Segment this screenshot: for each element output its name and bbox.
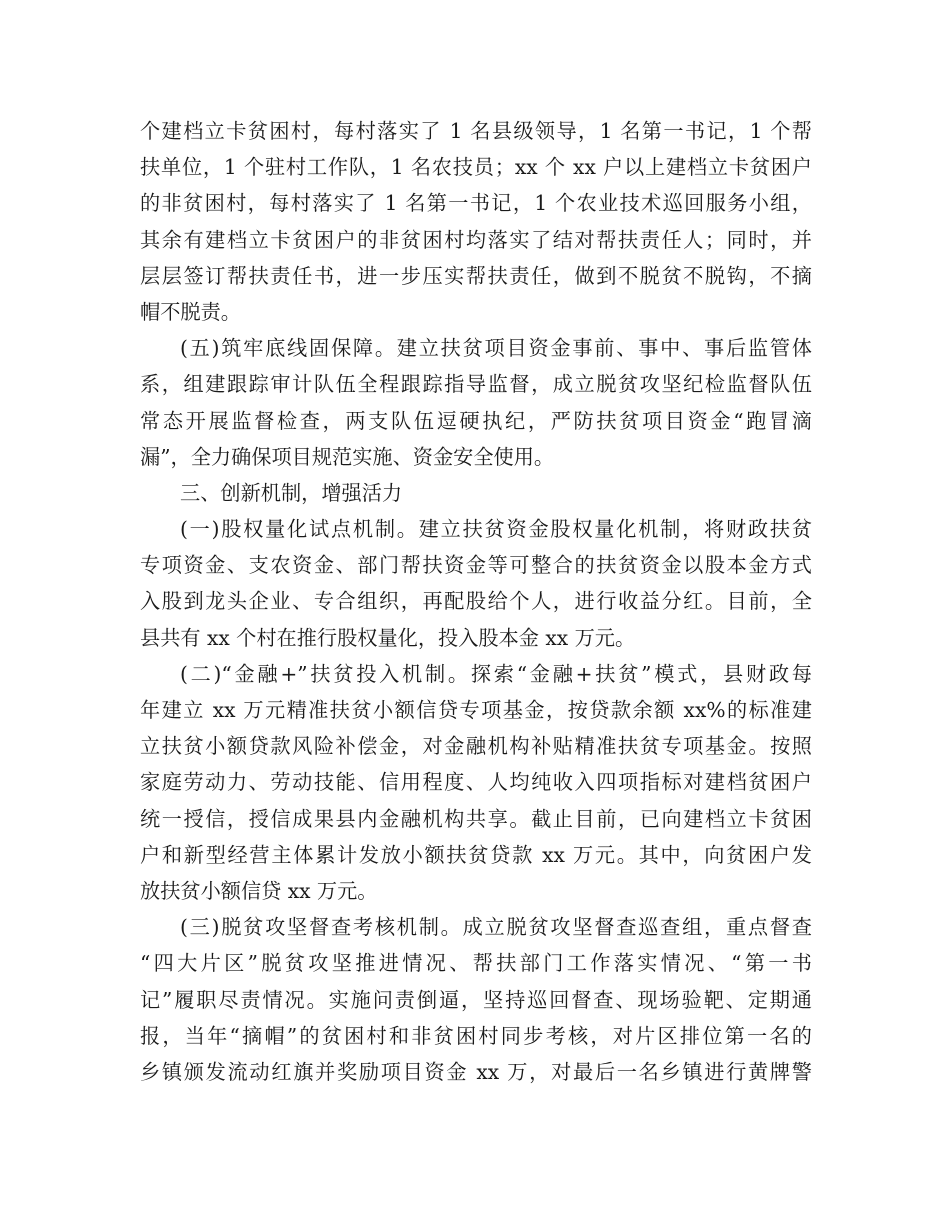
text-line: 扶单位，1 个驻村工作队，1 名农技员；xx 个 xx 户以上建档立卡贫困户 xyxy=(140,155,812,180)
section-heading: 三、创新机制，增强活力 xyxy=(180,480,403,505)
text-line: 系，组建跟踪审计队伍全程跟踪指导监督，成立脱贫攻坚纪检监督队伍 xyxy=(140,372,812,397)
paragraph-first-line: (一)股权量化试点机制。建立扶贫资金股权量化机制，将财政扶贫 xyxy=(180,517,812,542)
document-body xyxy=(140,113,812,1090)
text-line: 帽不脱责。 xyxy=(140,299,241,324)
text-line: 其余有建档立卡贫困户的非贫困村均落实了结对帮扶责任人；同时，并 xyxy=(140,227,812,252)
text-line: 乡镇颁发流动红旗并奖励项目资金 xx 万，对最后一名乡镇进行黄牌警 xyxy=(140,1059,812,1084)
text-line: 记”履职尽责情况。实施问责倒逼，坚持巡回督查、现场验靶、定期通 xyxy=(140,987,812,1012)
text-line: 个建档立卡贫困村，每村落实了 1 名县级领导，1 名第一书记，1 个帮 xyxy=(140,119,812,143)
text-line: 漏”，全力确保项目规范实施、资金安全使用。 xyxy=(140,444,555,469)
text-line: 家庭劳动力、劳动技能、信用程度、人均纯收入四项指标对建档贫困户 xyxy=(140,770,812,795)
text-line: 县共有 xx 个村在推行股权量化，投入股本金 xx 万元。 xyxy=(140,625,636,650)
text-line: 层层签订帮扶责任书，进一步压实帮扶责任，做到不脱贫不脱钩，不摘 xyxy=(140,263,812,288)
text-line: 放扶贫小额信贷 xx 万元。 xyxy=(140,878,378,903)
text-line: 报，当年“摘帽”的贫困村和非贫困村同步考核，对片区排位第一名的 xyxy=(140,1023,812,1048)
text-line: “四大片区”脱贫攻坚推进情况、帮扶部门工作落实情况、“第一书 xyxy=(140,951,812,976)
paragraph-first-line: (三)脱贫攻坚督查考核机制。成立脱贫攻坚督查巡查组，重点督查 xyxy=(180,915,812,940)
text-line: 户和新型经营主体累计发放小额扶贫贷款 xx 万元。其中，向贫困户发 xyxy=(140,842,812,867)
text-line: 专项资金、支农资金、部门帮扶资金等可整合的扶贫资金以股本金方式 xyxy=(140,553,812,578)
text-line: 年建立 xx 万元精准扶贫小额信贷专项基金，按贷款余额 xx%的标准建 xyxy=(140,698,812,722)
text-line: 常态开展监督检查，两支队伍逗硬执纪，严防扶贫项目资金“跑冒滴 xyxy=(140,408,812,433)
text-line: 统一授信，授信成果县内金融机构共享。截止目前，已向建档立卡贫困 xyxy=(140,806,812,831)
text-line: 的非贫困村，每村落实了 1 名第一书记，1 个农业技术巡回服务小组， xyxy=(140,191,812,216)
text-line: 入股到龙头企业、专合组织，再配股给个人，进行收益分红。目前，全 xyxy=(140,589,812,614)
paragraph-first-line: (五)筑牢底线固保障。建立扶贫项目资金事前、事中、事后监管体 xyxy=(180,336,812,361)
text-line: 立扶贫小额贷款风险补偿金，对金融机构补贴精准扶贫专项基金。按照 xyxy=(140,734,812,759)
paragraph-first-line: (二)“金融+”扶贫投入机制。探索“金融+扶贫”模式，县财政每 xyxy=(180,661,812,686)
